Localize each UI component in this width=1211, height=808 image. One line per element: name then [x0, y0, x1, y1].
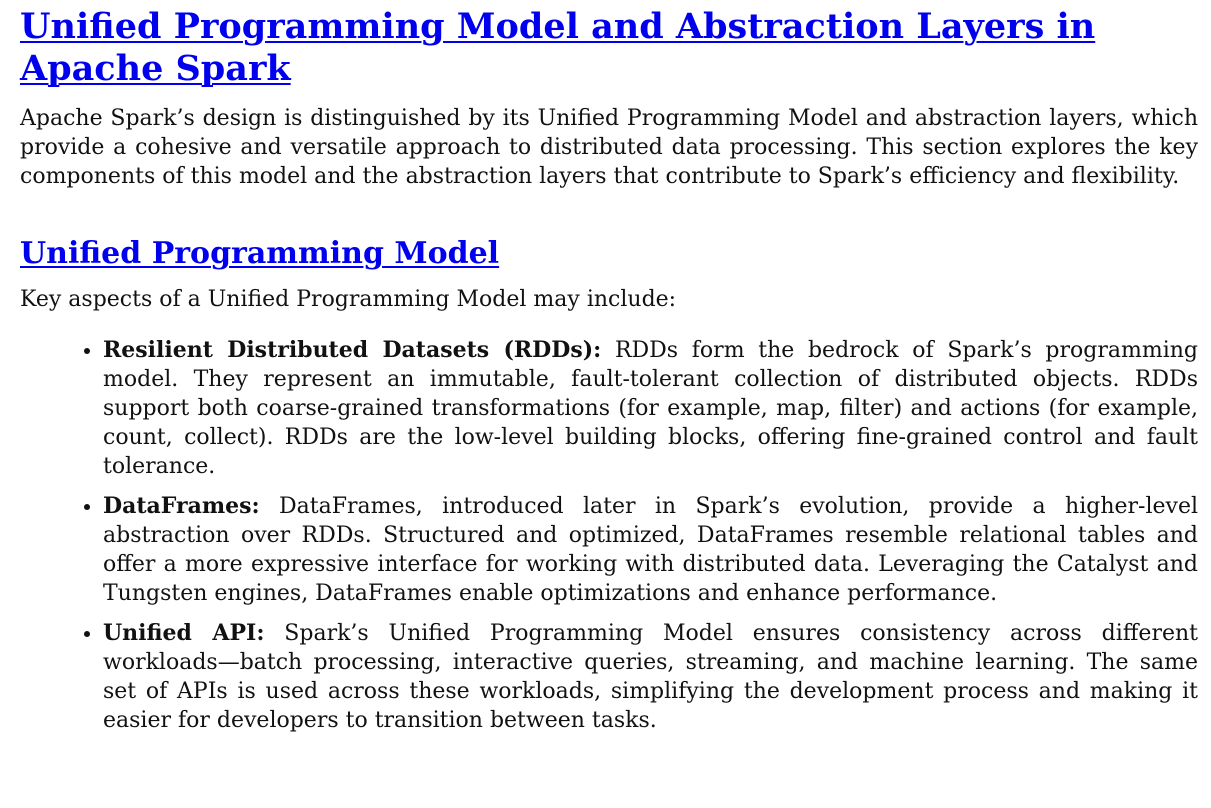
list-item-text: DataFrames, introduced later in Spark’s evolution, provide a higher-level abstraction over RDDs. Structured and optimized, DataFrames resemble relational tables and offer a more expressive interface for working with distributed data. Leveraging the Catalyst and Tungsten engines, DataFrames enable optimizations and enhance performance.: [103, 494, 1199, 606]
section-lead: Key aspects of a Unified Programming Model may include:: [20, 287, 677, 312]
aspects-list: [20, 336, 1198, 735]
list-item-rdds: [103, 336, 1198, 481]
list-item-term: Unified API:: [103, 620, 265, 646]
intro-paragraph: Apache Spark’s design is distinguished by its Unified Programming Model and abstraction layers, which provide a cohesive and versatile approach to distributed data processing. This section explores the key components of this model and the abstraction layers that contribute to Spark’s efficiency and flexibility.: [20, 106, 1198, 189]
list-item-term: DataFrames:: [103, 493, 260, 519]
list-item-term: Resilient Distributed Datasets (RDDs):: [103, 337, 602, 363]
document-page: [0, 6, 1211, 735]
list-item-text: Spark’s Unified Programming Model ensures consistency across different workloads—batch processing, interactive queries, streaming, and machine learning. The same set of APIs is used across these workloads, simplifying the development process and making it easier for developers to transition between tasks.: [103, 621, 1198, 733]
section-heading: [20, 234, 1198, 274]
list-item-unified-api: [103, 619, 1198, 735]
section-heading-link[interactable]: Unified Programming Model: [20, 236, 500, 271]
list-item-text: RDDs form the bedrock of Spark’s programming model. They represent an immutable, fault-tolerant collection of distributed objects. RDDs support both coarse-grained transformations (for example, map, filter) and actions (for example, count, collect). RDDs are the low-level building blocks, offering fine-grained control and fault tolerance.: [103, 338, 1198, 479]
list-item-dataframes: [103, 492, 1198, 608]
page-title-link[interactable]: Unified Programming Model and Abstraction Layers in Apache Spark: [20, 6, 1096, 89]
page-title: [20, 6, 1198, 90]
